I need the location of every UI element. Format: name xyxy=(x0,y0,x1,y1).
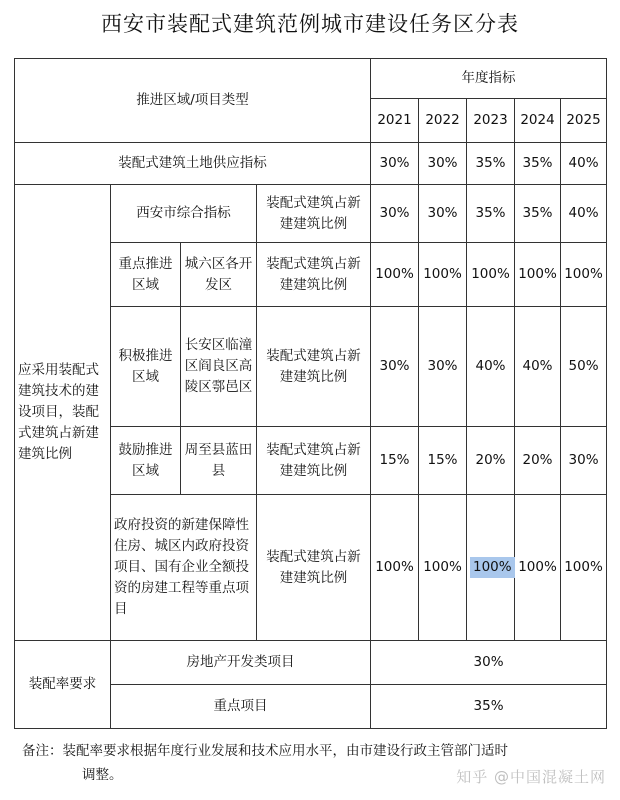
metric-cell: 装配式建筑占新建建筑比例 xyxy=(257,495,371,641)
value-cell: 100% xyxy=(419,495,467,641)
value-cell: 100% xyxy=(515,243,561,307)
value-cell: 15% xyxy=(419,427,467,495)
land-supply-label: 装配式建筑土地供应指标 xyxy=(15,143,371,185)
district-cell: 城六区各开发区 xyxy=(181,243,257,307)
value-cell: 40% xyxy=(561,143,607,185)
year-cell: 2022 xyxy=(419,99,467,143)
value-cell: 35% xyxy=(515,185,561,243)
value-cell: 20% xyxy=(467,427,515,495)
value-cell: 100% xyxy=(371,495,419,641)
group-label: 应采用装配式建筑技术的建设项目，装配式建筑占新建建筑比例 xyxy=(15,185,111,641)
assembly-row xyxy=(15,641,607,685)
value-cell: 40% xyxy=(467,307,515,427)
assembly-item-label: 房地产开发类项目 xyxy=(111,641,371,685)
value-cell: 30% xyxy=(371,185,419,243)
value-cell: 30% xyxy=(371,307,419,427)
page-title: 西安市装配式建筑范例城市建设任务区分表 xyxy=(101,12,519,36)
category-cell: 鼓励推进区域 xyxy=(111,427,181,495)
district-cell: 长安区临潼区阎良区高陵区鄠邑区 xyxy=(181,307,257,427)
metric-cell: 装配式建筑占新建建筑比例 xyxy=(257,307,371,427)
value-cell: 35% xyxy=(467,185,515,243)
task-table xyxy=(14,58,607,729)
value-cell: 100% xyxy=(467,243,515,307)
annual-target-header: 年度指标 xyxy=(371,59,607,99)
value-cell[interactable] xyxy=(467,495,515,641)
district-cell: 周至县蓝田县 xyxy=(181,427,257,495)
assembly-item-value: 35% xyxy=(371,685,607,729)
footnote-line: 备注：装配率要求根据年度行业发展和技术应用水平，由市建设行政主管部门适时 xyxy=(22,743,508,759)
assembly-item-value: 30% xyxy=(371,641,607,685)
header-row xyxy=(15,59,607,99)
value-cell: 20% xyxy=(515,427,561,495)
category-cell: 西安市综合指标 xyxy=(111,185,257,243)
value-cell: 15% xyxy=(371,427,419,495)
value-cell: 40% xyxy=(515,307,561,427)
region-type-header: 推进区域/项目类型 xyxy=(15,59,371,143)
land-supply-row xyxy=(15,143,607,185)
value-cell: 35% xyxy=(515,143,561,185)
footnote-line: 调整。 xyxy=(82,766,123,783)
selected-text-highlight[interactable]: 100% xyxy=(470,557,515,578)
value-cell: 100% xyxy=(561,495,607,641)
value-cell: 100% xyxy=(561,243,607,307)
year-cell: 2021 xyxy=(371,99,419,143)
metric-cell: 装配式建筑占新建建筑比例 xyxy=(257,185,371,243)
year-cell: 2024 xyxy=(515,99,561,143)
value-cell: 30% xyxy=(371,143,419,185)
category-cell: 积极推进区域 xyxy=(111,307,181,427)
year-cell: 2025 xyxy=(561,99,607,143)
metric-cell: 装配式建筑占新建建筑比例 xyxy=(257,427,371,495)
assembly-item-label: 重点项目 xyxy=(111,685,371,729)
year-cell: 2023 xyxy=(467,99,515,143)
value-cell: 100% xyxy=(371,243,419,307)
metric-cell: 装配式建筑占新建建筑比例 xyxy=(257,243,371,307)
key-project-cell: 政府投资的新建保障性住房、城区内政府投资项目、国有企业全额投资的房建工程等重点项目 xyxy=(111,495,257,641)
category-cell: 重点推进区域 xyxy=(111,243,181,307)
value-cell: 30% xyxy=(419,307,467,427)
value-cell: 100% xyxy=(515,495,561,641)
value-cell: 30% xyxy=(561,427,607,495)
value-cell: 35% xyxy=(467,143,515,185)
watermark: 知乎 @中国混凝土网 xyxy=(456,768,606,786)
table-row xyxy=(15,185,607,243)
value-cell: 30% xyxy=(419,185,467,243)
value-cell: 40% xyxy=(561,185,607,243)
assembly-label: 装配率要求 xyxy=(15,641,111,729)
value-cell: 100% xyxy=(419,243,467,307)
value-cell: 50% xyxy=(561,307,607,427)
value-cell: 30% xyxy=(419,143,467,185)
